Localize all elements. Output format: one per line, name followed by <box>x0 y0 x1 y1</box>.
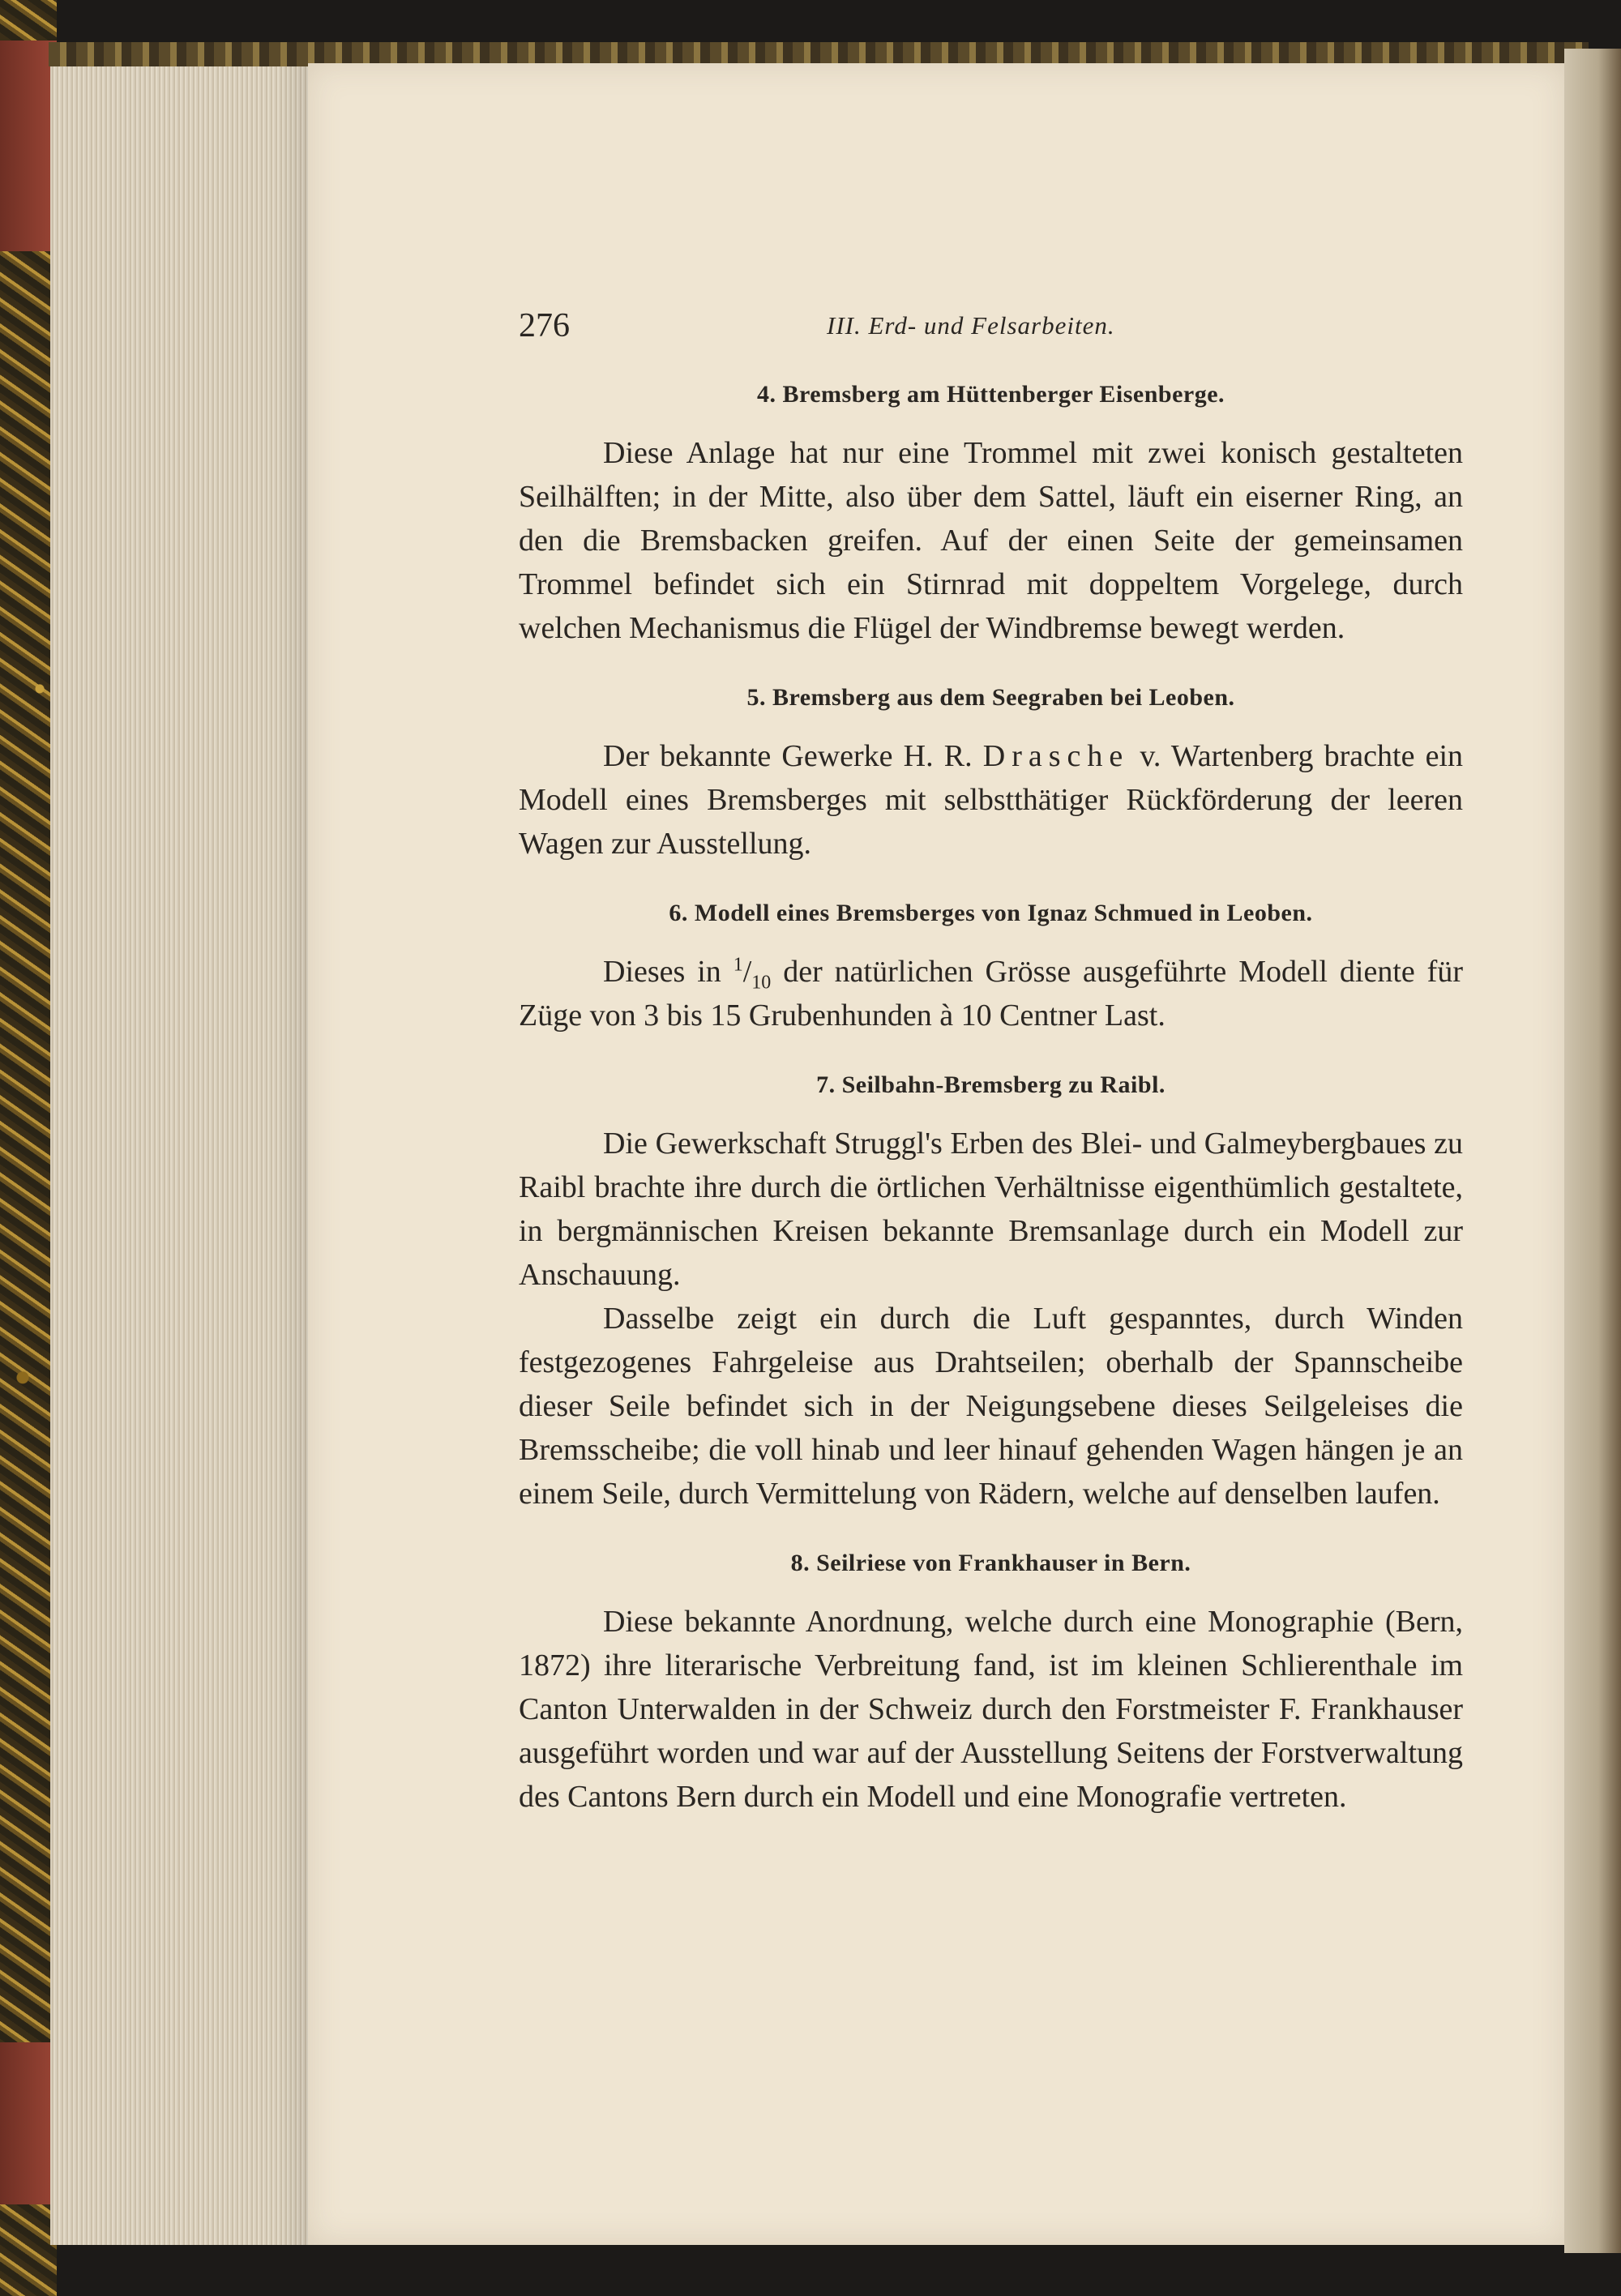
fraction-denominator: 10 <box>751 972 772 994</box>
section-title: 5. Bremsberg aus dem Seegraben bei Leoben. <box>746 684 1235 711</box>
section-5 <box>519 676 1463 866</box>
fraction-numerator: 1 <box>733 954 743 976</box>
paragraph: Dieses in $^1/_{10}$ der natürlichen Grösse ausgeführte Modell diente für Züge von 3 bis 15 Grubenhunden à 10 Centner Last. <box>519 954 1463 1033</box>
marbled-book-cover <box>0 0 57 2296</box>
section-title: 6. Modell eines Bremsberges von Ignaz Schmued in Leoben. <box>669 900 1313 926</box>
section-7 <box>519 1063 1463 1516</box>
spaced-name: Drasche <box>982 739 1130 773</box>
page-edges-stack <box>50 57 310 2245</box>
paragraph: Dasselbe zeigt ein durch die Luft gespanntes, durch Winden festgezogenes Fahrgeleise aus Drahtseilen; oberhalb der Spannscheibe dieser Seile befindet sich in der Neigungsebene dieses Seilgeleises die Bremsscheibe; die voll hinab und leer hinauf gehenden Wagen hängen je an einem Seile, durch Vermittelung von Rädern, welche auf denselben laufen. <box>519 1302 1463 1511</box>
section-title: 7. Seilbahn-Bremsberg zu Raibl. <box>816 1071 1165 1098</box>
paragraph: Die Gewerkschaft Struggl's Erben des Blei- und Galmeybergbaues zu Raibl brachte ihre durch die örtlichen Verhältnisse eigenthümlich gestaltete, in bergmännischen Kreisen bekannte Bremsanlage durch ein Modell zur Anschauung. <box>519 1127 1463 1292</box>
section-4 <box>519 373 1463 650</box>
section-title: 8. Seilriese von Frankhauser in Bern. <box>790 1550 1191 1576</box>
page-content <box>519 357 1463 1845</box>
section-8 <box>519 1541 1463 1819</box>
right-page-edge <box>1564 49 1621 2253</box>
text-run: Dieses in <box>603 955 734 989</box>
page-number: 276 <box>519 307 570 344</box>
paragraph <box>519 734 1463 866</box>
section-6 <box>519 891 1463 1037</box>
running-head: III. Erd- und Felsarbeiten. <box>827 311 1115 340</box>
text-run: v. Wartenberg brachte ein Modell eines Bremsberges mit selbstthätiger Rückförderung der leeren Wagen zur Ausstellung. <box>519 739 1464 861</box>
section-title: 4. Bremsberg am Hüttenberger Eisenberge. <box>756 381 1225 408</box>
text-run: Der bekannte Gewerke H. R. <box>603 739 983 773</box>
text-run: der natürlichen Grösse ausgeführte Modell diente für Züge von 3 bis 15 Grubenhunden à 10 Centner Last. <box>519 955 1463 1033</box>
cover-binding-edge-bottom <box>0 2042 57 2204</box>
page-header <box>519 306 1491 347</box>
paragraph: Diese bekannte Anordnung, welche durch eine Monographie (Bern, 1872) ihre literarische Verbreitung fand, ist im kleinen Schlierenthale im Canton Unterwalden in der Schweiz durch den Forstmeister F. Frankhauser ausgeführt worden und war auf der Ausstellung Seitens der Forstverwaltung des Cantons Bern durch ein Modell und eine Monografie vertreten. <box>519 1605 1463 1814</box>
paragraph: Diese Anlage hat nur eine Trommel mit zwei konisch gestalteten Seilhälften; in der Mitte, also über dem Sattel, läuft ein eiserner Ring, an den die Bremsbacken greifen. Auf der einen Seite der gemeinsamen Trommel befindet sich ein Stirnrad mit doppeltem Vorgelege, durch welchen Mechanismus die Flügel der Windbremse bewegt werden. <box>519 436 1463 645</box>
cover-binding-edge <box>0 41 57 251</box>
